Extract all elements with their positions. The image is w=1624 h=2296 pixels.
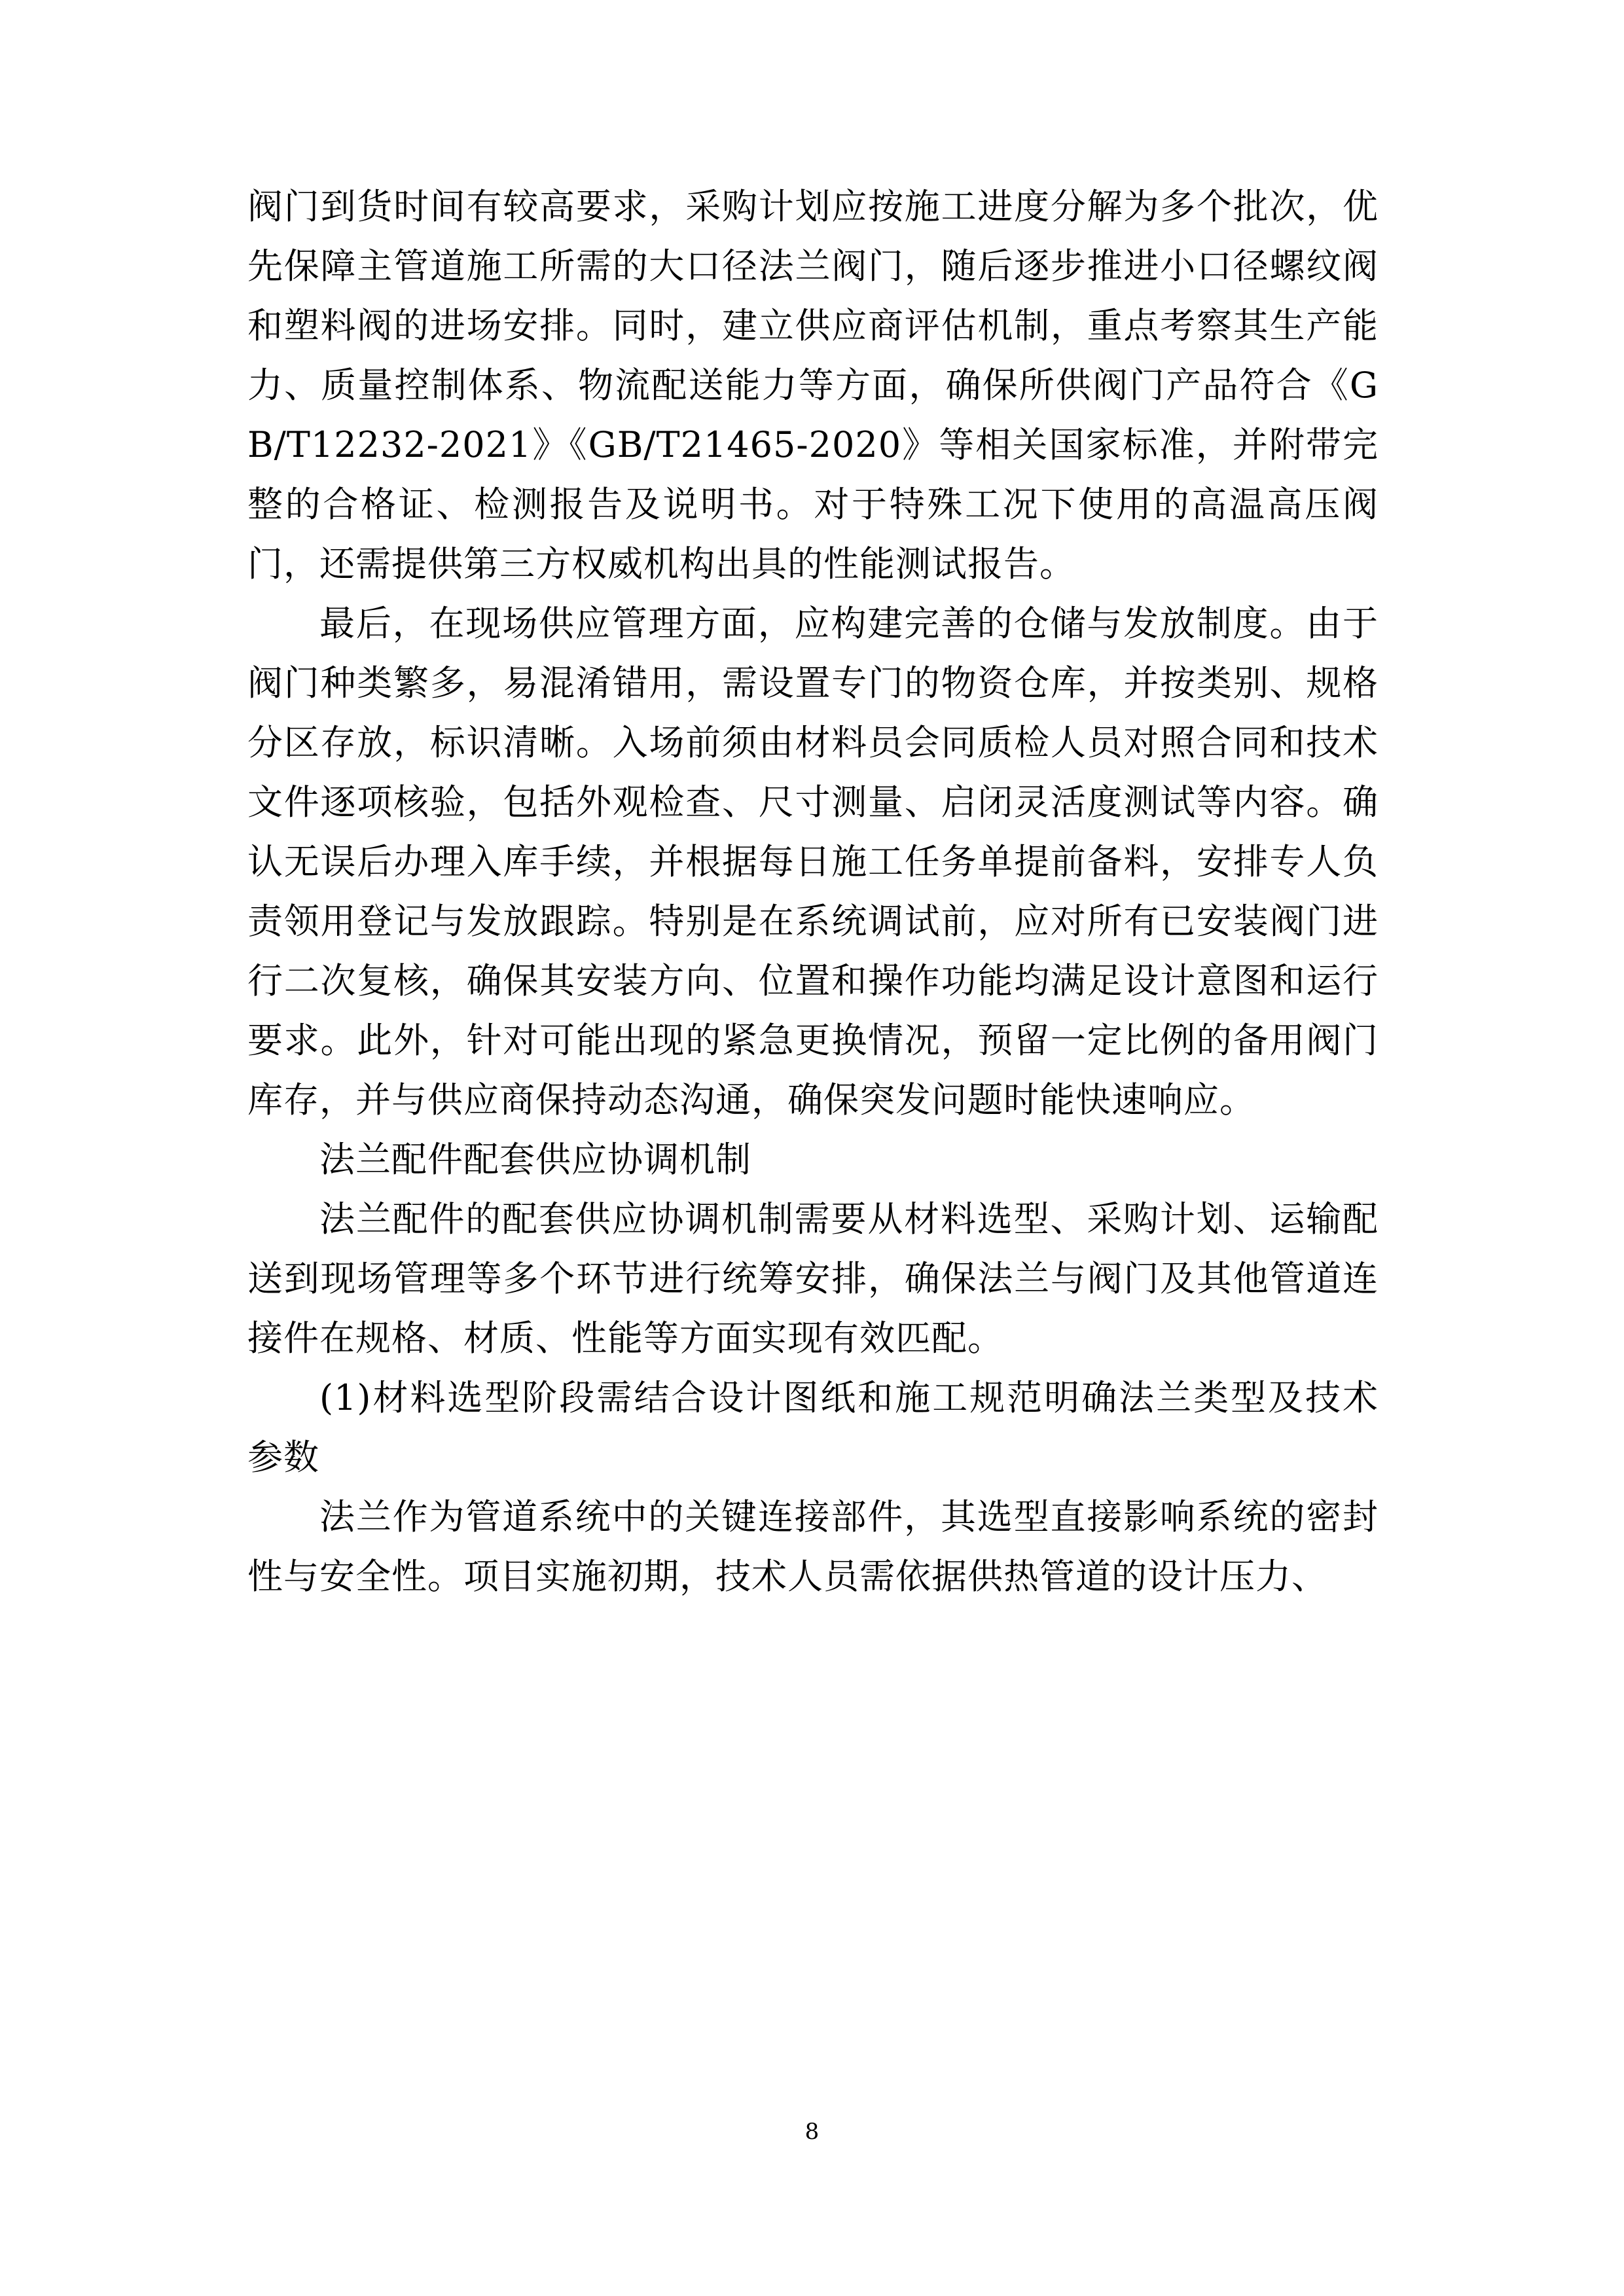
subheading-material-selection: (1)材料选型阶段需结合设计图纸和施工规范明确法兰类型及技术参数 (247, 1377, 1379, 1478)
page-body (247, 177, 1379, 1606)
page-number: 8 (804, 2119, 820, 2145)
section-heading-flange-supply: 法兰配件配套供应协调机制 (319, 1139, 751, 1180)
paragraph-flange-coordination-intro: 法兰配件的配套供应协调机制需要从材料选型、采购计划、运输配送到现场管理等多个环节进行统筹安排，确保法兰与阀门及其他管道连接件在规格、材质、性能等方面实现有效匹配。 (247, 1198, 1379, 1359)
paragraph-valve-supplier-continuation: 阀门到货时间有较高要求，采购计划应按施工进度分解为多个批次，优先保障主管道施工所需的大口径法兰阀门，随后逐步推进小口径螺纹阀和塑料阀的进场安排。同时，建立供应商评估机制，重点考察其生产能力、质量控制体系、物流配送能力等方面，确保所供阀门产品符合《GB/T12232-2021》《GB/T21465-2020》等相关国家标准，并附带完整的合格证、检测报告及说明书。对于特殊工况下使用的高温高压阀门，还需提供第三方权威机构出具的性能测试报告。 (247, 186, 1379, 584)
paragraph-flange-selection: 法兰作为管道系统中的关键连接部件，其选型直接影响系统的密封性与安全性。项目实施初期，技术人员需依据供热管道的设计压力、 (247, 1496, 1379, 1597)
paragraph-site-supply-management: 最后，在现场供应管理方面，应构建完善的仓储与发放制度。由于阀门种类繁多，易混淆错用，需设置专门的物资仓库，并按类别、规格分区存放，标识清晰。入场前须由材料员会同质检人员对照合同和技术文件逐项核验，包括外观检查、尺寸测量、启闭灵活度测试等内容。确认无误后办理入库手续，并根据每日施工任务单提前备料，安排专人负责领用登记与发放跟踪。特别是在系统调试前，应对所有已安装阀门进行二次复核，确保其安装方向、位置和操作功能均满足设计意图和运行要求。此外，针对可能出现的紧急更换情况，预留一定比例的备用阀门库存，并与供应商保持动态沟通，确保突发问题时能快速响应。 (247, 603, 1379, 1121)
